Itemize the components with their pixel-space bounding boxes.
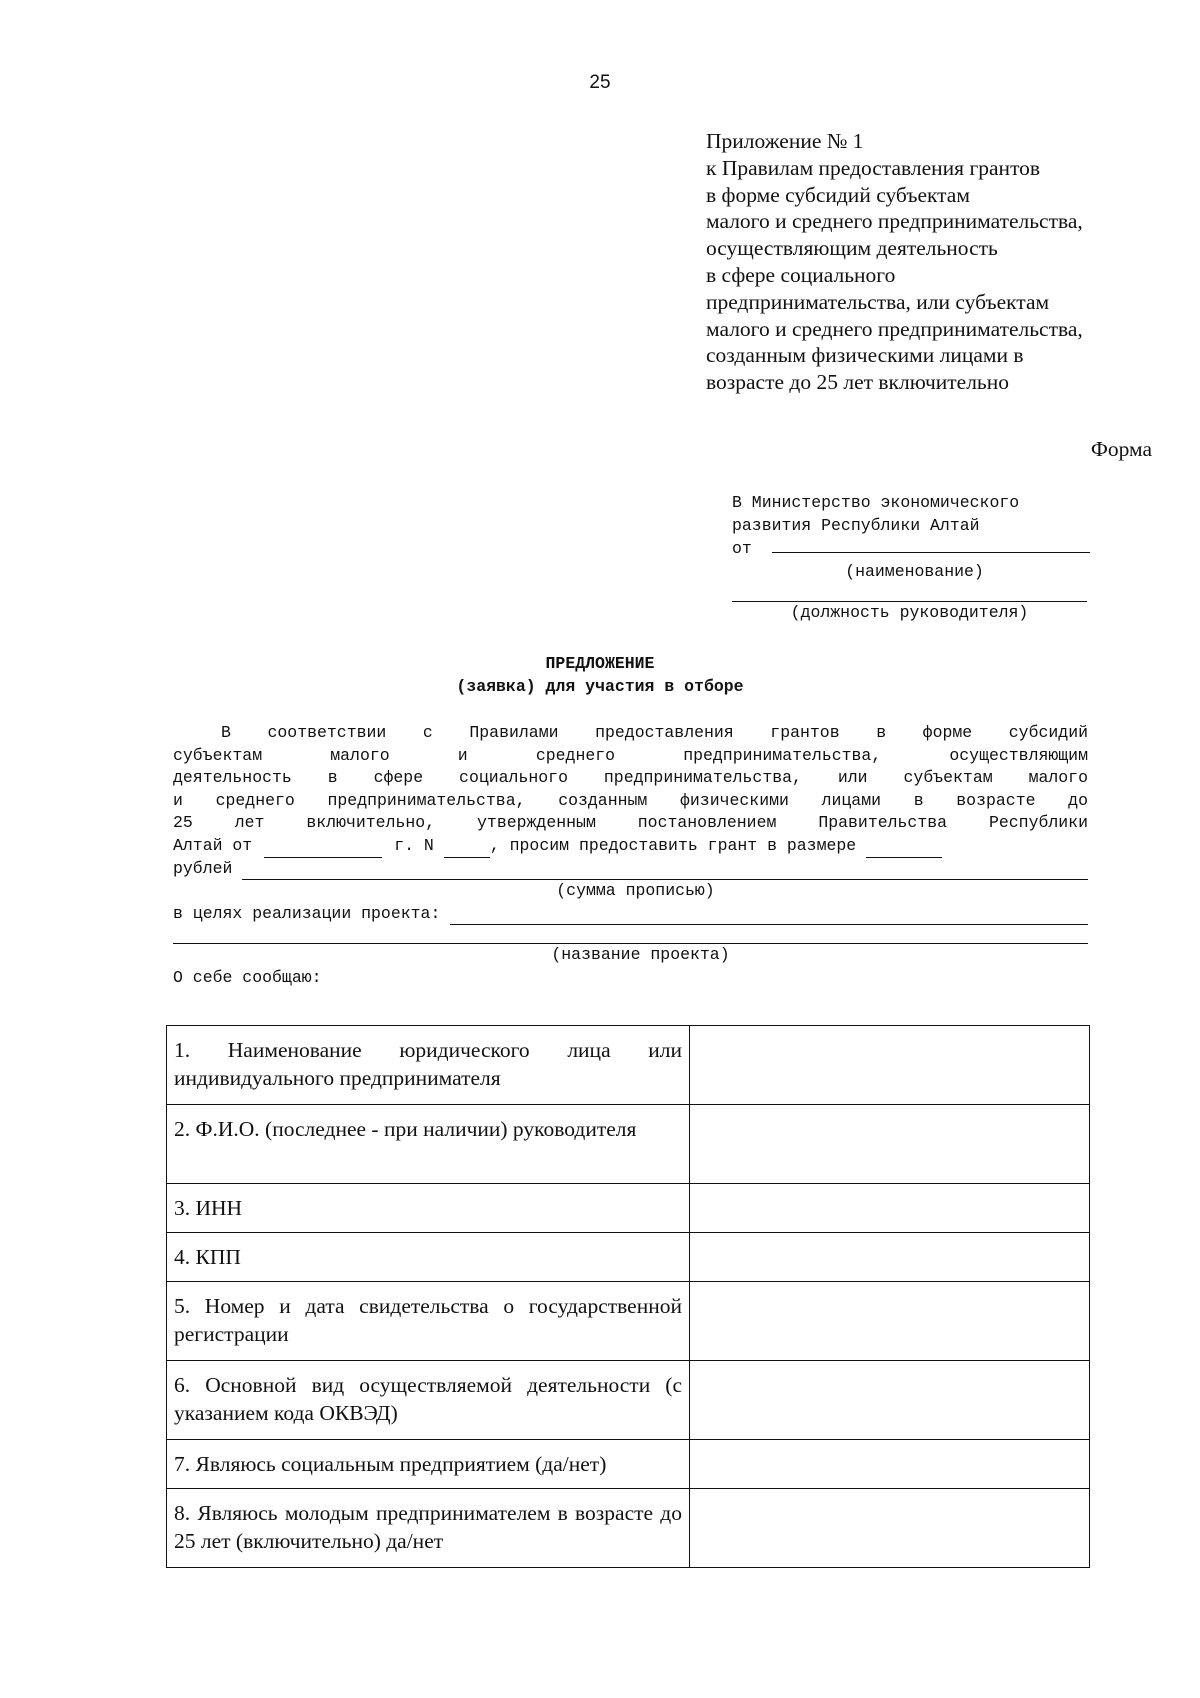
sum-in-words-field[interactable]: [242, 863, 1088, 880]
appendix-line: малого и среднего предпринимательства,: [706, 209, 1083, 234]
addressee-from-row: [732, 537, 1087, 561]
table-row: [167, 1233, 1090, 1282]
row-value-cell[interactable]: [690, 1184, 1090, 1233]
title-main: ПРЕДЛОЖЕНИЕ: [545, 654, 655, 673]
body-line: В соответствии с Правилами предоставления грантов в форме субсидий: [221, 723, 1088, 742]
table-row: [167, 1105, 1090, 1184]
page-number: 25: [589, 72, 611, 93]
table-row: [167, 1440, 1090, 1489]
rubles-label: рублей: [173, 858, 233, 878]
appendix-line: в форме субсидий субъектам: [706, 182, 970, 207]
row-label: 8. Являюсь молодым предпринимателем в возрасте до 25 лет (включительно) да/нет: [167, 1489, 690, 1568]
appendix-heading: [706, 128, 1083, 396]
project-row: [173, 903, 1088, 926]
row-value-cell[interactable]: [690, 1233, 1090, 1282]
position-caption: (должность руководителя): [790, 603, 1029, 623]
row-label: 2. Ф.И.О. (последнее - при наличии) руководителя: [167, 1105, 690, 1184]
appendix-line: малого и среднего предпринимательства,: [706, 316, 1083, 341]
row-label: 3. ИНН: [167, 1184, 690, 1233]
body-line: 25 лет включительно, утвержденным постановлением Правительства Республики: [173, 813, 1088, 833]
addressee-block: [732, 492, 1087, 625]
resolution-number-field[interactable]: [444, 842, 490, 858]
row-label: 4. КПП: [167, 1233, 690, 1282]
grant-amount-field[interactable]: [866, 842, 942, 858]
table-row: [167, 1361, 1090, 1440]
appendix-line: возрасте до 25 лет включительно: [706, 370, 1009, 395]
sum-caption: (сумма прописью): [556, 881, 715, 901]
appendix-line: предпринимательства, или субъектам: [706, 289, 1050, 314]
row-label: 5. Номер и дата свидетельства о государственной регистрации: [167, 1282, 690, 1361]
row-value-cell[interactable]: [690, 1440, 1090, 1489]
year-number-label: г. N: [394, 835, 434, 855]
table-row: [167, 1282, 1090, 1361]
position-field[interactable]: [732, 589, 1087, 602]
form-label: Форма: [1090, 437, 1152, 461]
appendix-line: в сфере социального: [706, 262, 896, 287]
row-label: 1. Наименование юридического лица или индивидуального предпринимателя: [167, 1026, 690, 1105]
name-caption: (наименование): [845, 561, 984, 581]
row-value-cell[interactable]: [690, 1489, 1090, 1568]
project-label: в целях реализации проекта:: [173, 903, 441, 923]
addressee-line: В Министерство экономического: [732, 493, 1020, 512]
row-label: 6. Основной вид осуществляемой деятельности (с указанием кода ОКВЭД): [167, 1361, 690, 1440]
resolution-date-field[interactable]: [264, 842, 382, 858]
row-label: 7. Являюсь социальным предприятием (да/нет): [167, 1440, 690, 1489]
appendix-line: к Правилам предоставления грантов: [706, 155, 1041, 180]
addressee-line: развития Республики Алтай: [732, 515, 980, 535]
body-line: деятельность в сфере социального предпринимательства, или субъектам малого: [173, 768, 1088, 788]
rubles-row: [173, 858, 1088, 881]
project-name-field[interactable]: [450, 908, 1088, 925]
applicant-info-table: [166, 1025, 1090, 1568]
table-row: [167, 1184, 1090, 1233]
row-value-cell[interactable]: [690, 1026, 1090, 1105]
altai-from-label: Алтай от: [173, 835, 253, 855]
appendix-line: осуществляющим деятельность: [706, 236, 998, 261]
row-value-cell[interactable]: [690, 1361, 1090, 1440]
from-label: от: [732, 539, 752, 559]
appendix-line: созданным физическими лицами в: [706, 343, 1024, 368]
document-title: [0, 653, 1200, 698]
body-line: и среднего предпринимательства, созданным физическими лицами в возрасте до: [173, 790, 1088, 810]
table-row: [167, 1489, 1090, 1568]
row-value-cell[interactable]: [690, 1282, 1090, 1361]
grant-request-label: , просим предоставить грант в размере: [489, 835, 857, 855]
title-sub: (заявка) для участия в отборе: [456, 676, 744, 696]
project-caption: (название проекта): [551, 945, 730, 965]
body-line: субъектам малого и среднего предпринимательства, осуществляющим: [173, 745, 1088, 765]
sender-name-field[interactable]: [772, 537, 1090, 553]
application-text: [173, 722, 1088, 990]
table-row: [167, 1026, 1090, 1105]
project-name-field-continued[interactable]: [173, 925, 1088, 944]
appendix-line: Приложение № 1: [706, 129, 864, 153]
row-value-cell[interactable]: [690, 1105, 1090, 1184]
resolution-date-row: [173, 835, 1088, 858]
about-label: О себе сообщаю:: [173, 967, 322, 987]
